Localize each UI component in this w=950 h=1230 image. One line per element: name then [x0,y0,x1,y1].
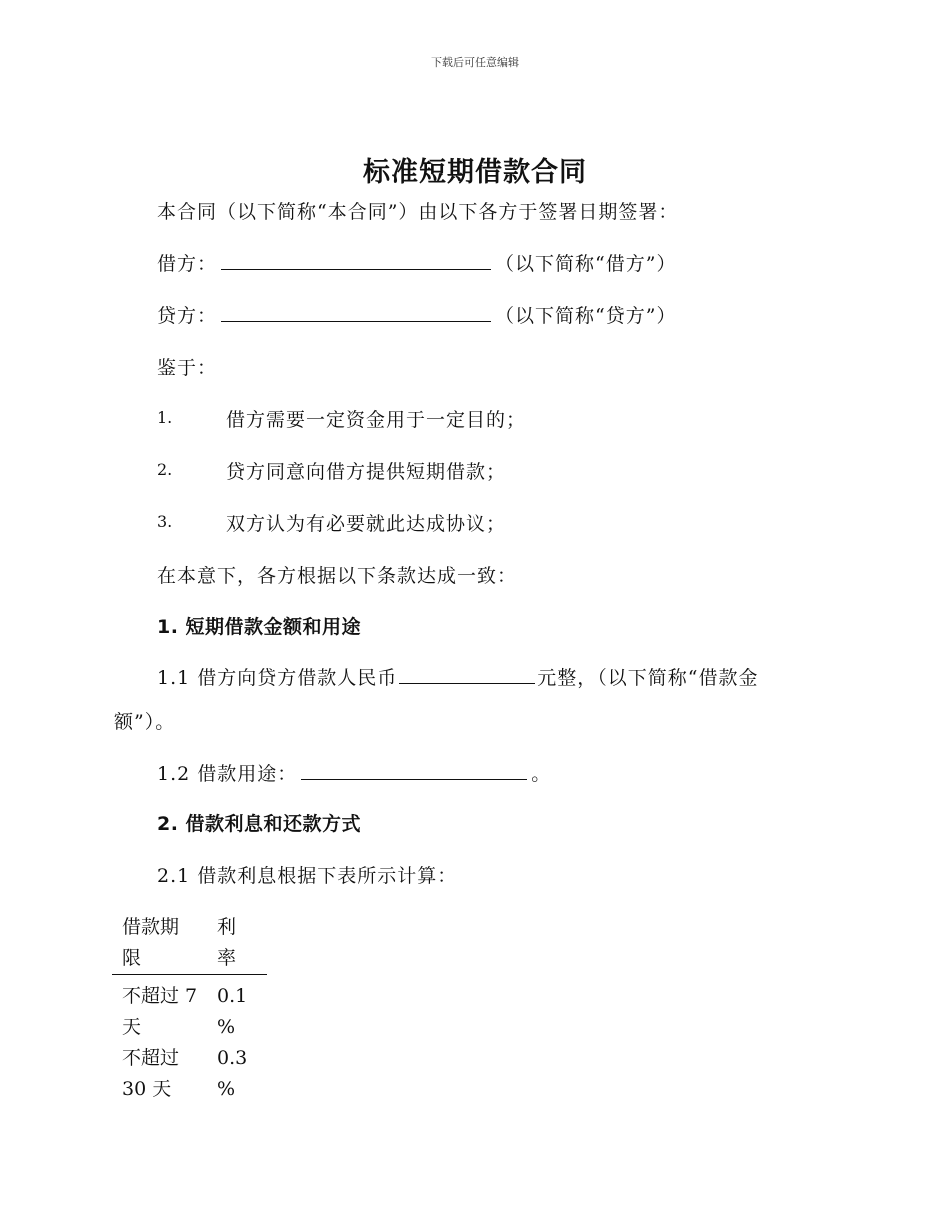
clause-1-1 [157,663,758,690]
recital-number: 2. [157,460,173,479]
term-cell: 不超过 7 天 [122,985,198,1038]
recital-text: 贷方同意向借方提供短期借款； [226,461,507,483]
lender-line [157,301,676,328]
lender-name-blank[interactable] [221,303,491,322]
clause-1-2-suffix: 。 [531,763,552,785]
section-2-heading: 2. 借款利息和还款方式 [157,813,362,835]
term-column-header: 借款期 限 [122,916,180,969]
borrower-suffix: （以下简称“借方”） [495,253,677,275]
clause-1-2 [157,759,551,786]
page-header-note: 下载后可任意编辑 [431,56,519,69]
recital-number: 3. [157,512,173,531]
clause-1-2-prefix: 1.2 借款用途： [157,763,298,785]
clause-1-1-prefix: 1.1 借方向贷方借款人民币 [157,667,398,689]
recital-text: 双方认为有必要就此达成协议； [226,513,507,535]
document-title: 标准短期借款合同 [363,157,587,188]
loan-purpose-blank[interactable] [301,761,527,780]
recital-number: 1. [157,408,173,427]
recital-text: 借方需要一定资金用于一定目的； [226,409,527,431]
clause-1-1-continuation: 额”）。 [114,711,176,733]
term-cell: 不超过 30 天 [122,1047,180,1100]
lender-suffix: （以下简称“贷方”） [495,305,677,327]
table-header-row [112,912,267,975]
agreement-paragraph: 在本意下，各方根据以下条款达成一致： [157,565,518,587]
rate-column-header: 利 率 [217,916,237,969]
table-row [112,1043,267,1105]
interest-rate-table [112,912,267,1105]
lender-label: 贷方： [157,305,218,327]
loan-amount-blank[interactable] [399,665,535,684]
whereas-label: 鉴于： [157,357,218,379]
borrower-line [157,249,676,276]
clause-2-1: 2.1 借款利息根据下表所示计算： [157,865,458,887]
intro-paragraph: 本合同（以下简称“本合同”）由以下各方于签署日期签署： [157,201,679,223]
clause-1-1-suffix: 元整，（以下简称“借款金 [537,667,759,689]
borrower-name-blank[interactable] [221,251,491,270]
table-row [112,975,267,1044]
rate-cell: 0.3 % [217,1047,248,1100]
rate-cell: 0.1 % [217,985,248,1038]
section-1-heading: 1. 短期借款金额和用途 [157,616,362,638]
borrower-label: 借方： [157,253,218,275]
